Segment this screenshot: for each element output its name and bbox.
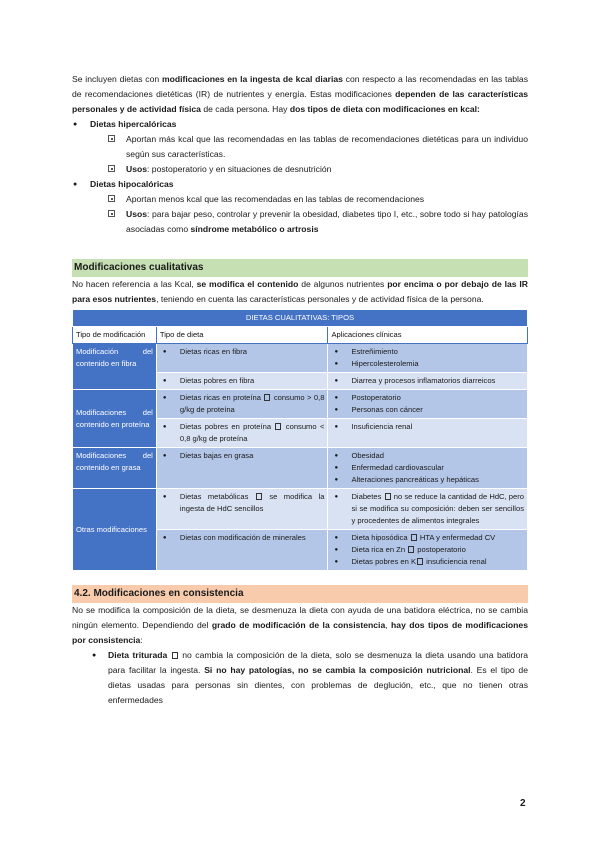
table-cell: ● Dietas con modificación de minerales	[156, 530, 328, 571]
arrow-symbol-icon	[264, 394, 270, 401]
arrow-symbol-icon	[172, 652, 178, 659]
section-heading-qualitative: Modificaciones cualitativas	[72, 259, 528, 277]
table-row	[73, 344, 528, 373]
table-cell: ● Dietas ricas en proteína consumo > 0,8 g/kg de proteína	[156, 390, 328, 419]
table-cell: Otras modificaciones	[73, 489, 157, 571]
diet-types-list	[72, 117, 528, 237]
table-row	[73, 390, 528, 419]
qualitative-diets-table	[72, 309, 528, 571]
checkbox-bullet-icon	[108, 135, 115, 142]
checkbox-bullet-icon	[108, 210, 115, 217]
table-header: Tipo de modificación	[73, 327, 157, 344]
table-cell: Modificación del contenido en fibra	[73, 344, 157, 390]
table-cell: ● Diarrea y procesos inflamatorios diarreicos	[328, 373, 528, 390]
checkbox-bullet-icon	[108, 195, 115, 202]
table-cell: ● Dietas ricas en fibra	[156, 344, 328, 373]
table-cell: Modificaciones del contenido en grasa	[73, 448, 157, 489]
table-row	[73, 448, 528, 489]
table-cell: ● Dieta hiposódica HTA y enfermedad CV ● Dieta rica en Zn postoperatorio ● Dietas pobres en K insuficiencia renal	[328, 530, 528, 571]
arrow-symbol-icon	[275, 423, 281, 430]
table-cell: Modificaciones del contenido en proteína	[73, 390, 157, 448]
table-cell: ● Postoperatorio ● Personas con cáncer	[328, 390, 528, 419]
table-header: Aplicaciones clínicas	[328, 327, 528, 344]
list-item: ● Dietas hipocalóricas Aportan menos kcal que las recomendadas en las tablas de recomendaciones Usos: para bajar peso, controlar y prevenir la obesidad, diabetes tipo I, etc., sobre todo si hay patologías asociadas como síndrome metabólico o artrosis	[72, 177, 528, 237]
qualitative-paragraph: No hacen referencia a las Kcal, se modifica el contenido de algunos nutrientes por encima o por debajo de las IR para esos nutrientes, teniendo en cuenta las características personales y de actividad física de la persona.	[72, 279, 529, 304]
list-item: Aportan menos kcal que las recomendadas en las tablas de recomendaciones	[90, 192, 528, 207]
intro-paragraph: Se incluyen dietas con modificaciones en la ingesta de kcal diarias con respecto a las recomendadas en las tablas de recomendaciones dietéticas (IR) de nutrientes y energía. Estas modificaciones dependen de las características personales y de actividad física de cada persona. Hay dos tipos de dieta con modificaciones en kcal:	[72, 74, 528, 114]
table-cell: ● Dietas metabólicas se modifica la ingesta de HdC sencillos	[156, 489, 328, 530]
list-item: Usos: postoperatorio y en situaciones de desnutrición	[90, 162, 528, 177]
list-item: ● Dieta triturada no cambia la composición de la dieta, solo se desmenuza la dieta usando una batidora para facilitar la ingesta. Si no hay patologías, no se cambia la composición nutricional. Es el tipo de dietas usadas para personas sin dientes, con problemas de deglución, etc., que no tienen otras enfermedades	[72, 648, 528, 708]
table-cell: ● Estreñimiento ● Hipercolesterolemia	[328, 344, 528, 373]
checkbox-bullet-icon	[108, 165, 115, 172]
list-item: ● Dietas hipercalóricas Aportan más kcal que las recomendadas en las tablas de recomendaciones dietéticas para un individuo según sus características. Usos: postoperatorio y en situaciones de desnutrición	[72, 117, 528, 177]
table-cell: ● Dietas pobres en proteína consumo < 0,8 g/kg de proteína	[156, 419, 328, 448]
table-cell: ● Dietas pobres en fibra	[156, 373, 328, 390]
consistency-list	[72, 648, 528, 708]
table-cell: ● Dietas bajas en grasa	[156, 448, 328, 489]
table-cell: ● Insuficiencia renal	[328, 419, 528, 448]
table-title: DIETAS CUALITATIVAS: TIPOS	[73, 310, 528, 327]
arrow-symbol-icon	[256, 493, 262, 500]
table-row	[73, 489, 528, 530]
arrow-symbol-icon	[417, 558, 423, 565]
arrow-symbol-icon	[411, 534, 417, 541]
arrow-symbol-icon	[385, 493, 391, 500]
list-item: Aportan más kcal que las recomendadas en las tablas de recomendaciones dietéticas para un individuo según sus características.	[90, 132, 528, 162]
document-page	[72, 72, 528, 708]
arrow-symbol-icon	[408, 546, 414, 553]
table-cell: ● Obesidad ● Enfermedad cardiovascular ● Alteraciones pancreáticas y hepáticas	[328, 448, 528, 489]
page-number: 2	[520, 798, 526, 809]
table-cell: ● Diabetes no se reduce la cantidad de HdC, pero si se modifica su composición: deben ser sencillos y procedentes de alimentos integrales	[328, 489, 528, 530]
section-heading-consistency: 4.2. Modificaciones en consistencia	[72, 585, 528, 603]
table-header: Tipo de dieta	[156, 327, 328, 344]
consistency-paragraph: No se modifica la composición de la dieta, se desmenuza la dieta con ayuda de una batidora eléctrica, no se cambia ningún elemento. Dependiendo del grado de modificación de la consistencia, hay dos tipos de modificaciones por consistencia:	[72, 605, 528, 645]
list-item: Usos: para bajar peso, controlar y prevenir la obesidad, diabetes tipo I, etc., sobre todo si hay patologías asociadas como síndrome metabólico o artrosis	[90, 207, 528, 237]
